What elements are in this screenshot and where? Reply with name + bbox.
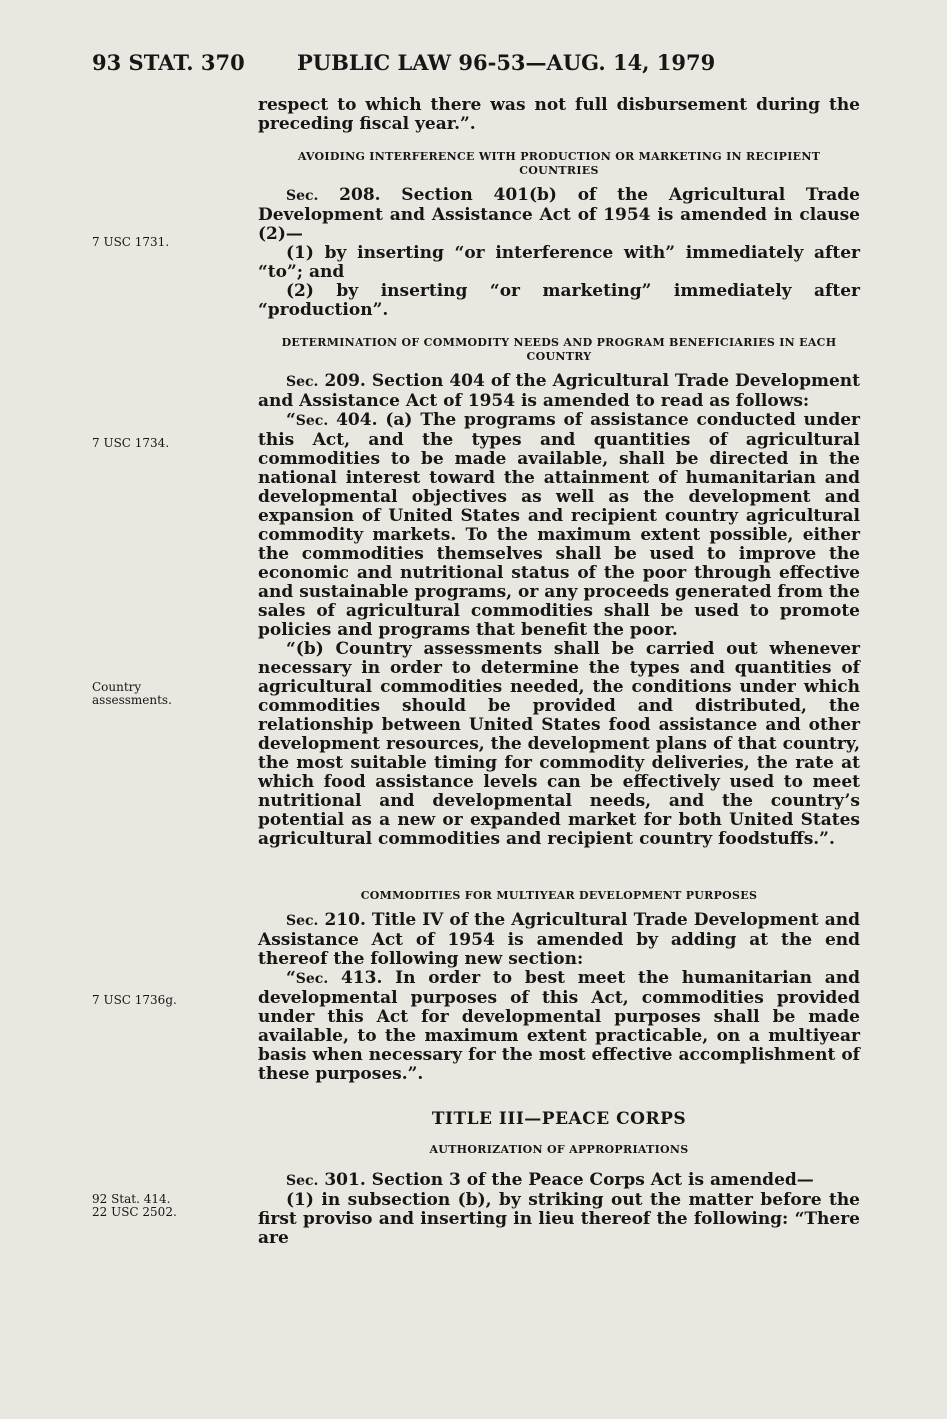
margin-note-line: 92 Stat. 414.	[92, 1192, 171, 1206]
sec-label: Sec.	[286, 188, 319, 204]
section-heading-authorization: AUTHORIZATION OF APPROPRIATIONS	[429, 1143, 689, 1156]
page-number-header: 93 STAT. 370	[92, 50, 245, 75]
section-heading-multiyear: COMMODITIES FOR MULTIYEAR DEVELOPMENT PURPOSES	[360, 889, 758, 902]
section-text: 413. In order to best meet the humanitarian and developmental purposes of this Act, commodities provided under this Act for developmental purposes shall be made available, to the maximum extent practicable, on a multiyear basis when necessary for the most effective accomplishment of these purposes.”.	[258, 968, 860, 1084]
section-208	[258, 186, 860, 244]
section-heading-commodity-needs: DETERMINATION OF COMMODITY NEEDS AND PROGRAM BENEFICIARIES IN EACH COUNTRY	[281, 336, 837, 363]
section-text: 301. Section 3 of the Peace Corps Act is amended—	[318, 1170, 814, 1190]
margin-note-7usc1736g: 7 USC 1736g.	[92, 993, 177, 1007]
section-text: 210. Title IV of the Agricultural Trade Development and Assistance Act of 1954 is amended by adding at the end thereof the following new section:	[258, 910, 860, 969]
sec-label: Sec.	[286, 374, 319, 390]
title-iii-heading: TITLE III—PEACE CORPS	[431, 1109, 687, 1129]
paragraph-continuation: respect to which there was not full disbursement during the preceding fiscal year.”.	[258, 95, 860, 134]
margin-note-line: assessments.	[92, 693, 172, 707]
margin-note-7usc1734: 7 USC 1734.	[92, 436, 170, 450]
section-301	[258, 1171, 860, 1191]
running-title-header: PUBLIC LAW 96-53—AUG. 14, 1979	[297, 50, 716, 75]
section-404a	[258, 411, 860, 640]
margin-note-line: 22 USC 2502.	[92, 1205, 177, 1219]
open-quote: “	[286, 410, 296, 430]
section-heading-avoiding-interference: AVOIDING INTERFERENCE WITH PRODUCTION OR MARKETING IN RECIPIENT COUNTRIES	[297, 150, 821, 177]
section-209	[258, 372, 860, 411]
section-210	[258, 911, 860, 969]
section-text: 404. (a) The programs of assistance conducted under this Act, and the types and quantities of agricultural commodities to be made available, shall be directed in the national interest toward the attainment of humanitarian and developmental objectives as well as the development and expansion of United States and recipient country agricultural commodity markets. To the maximum extent possible, either the commodities themselves shall be used to improve the economic and nutritional status of the poor through effective and sustainable programs, or any proceeds generated from the sales of agricultural commodities shall be used to promote policies and programs that benefit the poor.	[258, 410, 860, 640]
margin-note-peace-corps-citation	[92, 1193, 177, 1219]
clause-301-1: (1) in subsection (b), by striking out the matter before the first proviso and inserting in lieu thereof the following: “There are	[258, 1190, 860, 1248]
clause-208-1: (1) by inserting “or interference with” immediately after “to”; and	[258, 243, 860, 282]
section-text: 208. Section 401(b) of the Agricultural Trade Development and Assistance Act of 1954 is amended in clause (2)—	[258, 185, 860, 244]
main-text	[258, 96, 860, 1248]
clause-208-2: (2) by inserting “or marketing” immediately after “production”.	[258, 281, 860, 320]
open-quote: “	[286, 968, 296, 988]
section-text: 209. Section 404 of the Agricultural Trade Development and Assistance Act of 1954 is amended to read as follows:	[258, 371, 860, 411]
sec-label: Sec.	[295, 413, 329, 429]
sec-label: Sec.	[286, 913, 319, 929]
margin-note-country-assessments	[92, 681, 172, 707]
section-413	[258, 969, 860, 1084]
sec-label: Sec.	[295, 971, 329, 987]
margin-note-line: Country	[92, 680, 142, 694]
margin-note-7usc1731: 7 USC 1731.	[92, 235, 170, 249]
section-404b: “(b) Country assessments shall be carried out whenever necessary in order to determine the types and quantities of agricultural commodities needed, the conditions under which commodities should be provided and distributed, the relationship between United States food assistance and other development resources, the development plans of that country, the most suitable timing for commodity deliveries, the rate at which food assistance levels can be effectively used to meet nutritional and developmental needs, and the country’s potential as a new or expanded market for both United States agricultural commodities and recipient country foodstuffs.”.	[258, 639, 860, 849]
sec-label: Sec.	[286, 1173, 319, 1189]
